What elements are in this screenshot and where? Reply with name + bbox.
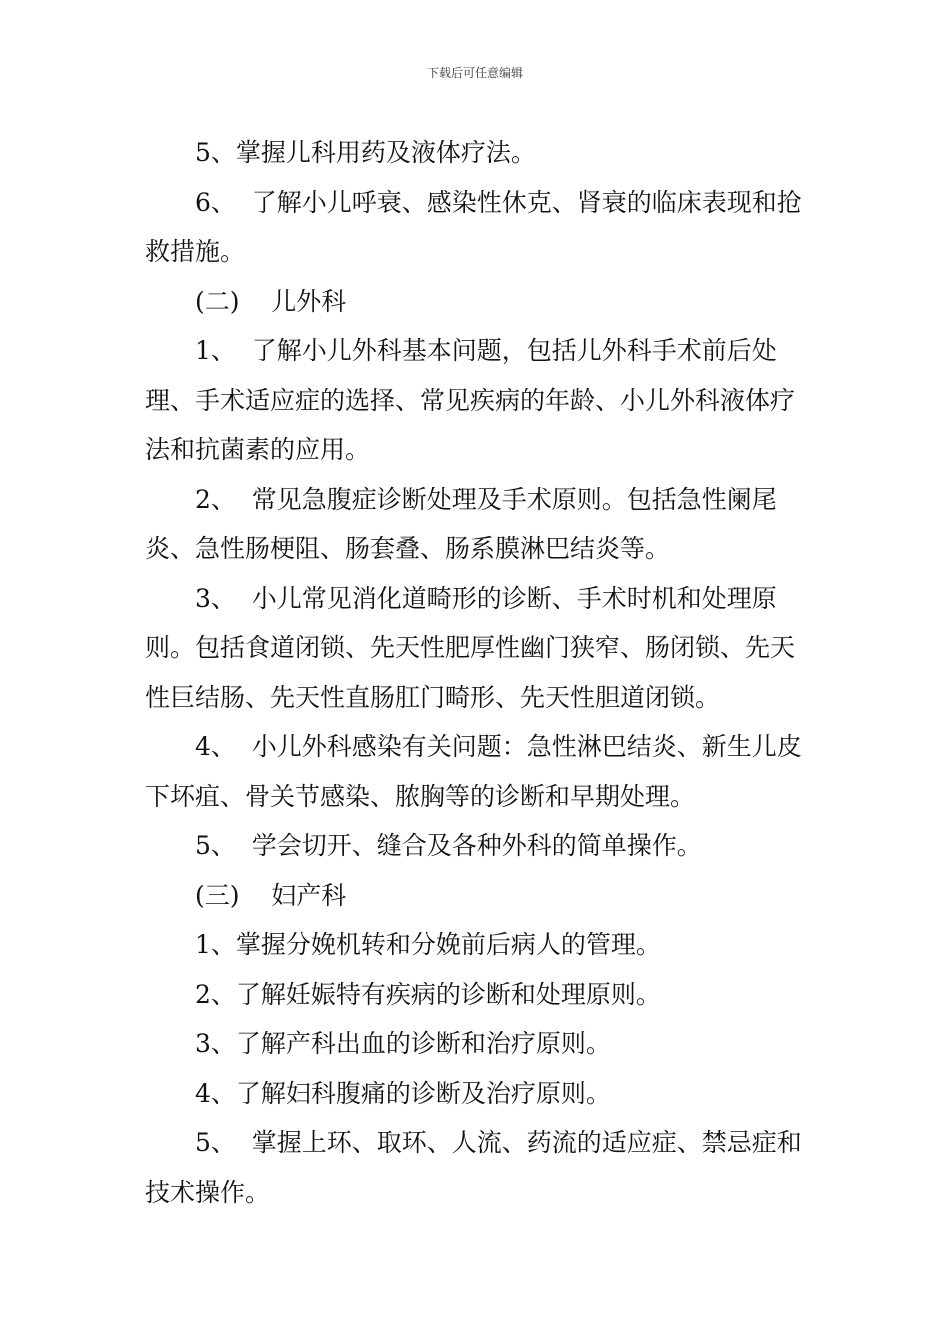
- section-heading: (三) 妇产科: [195, 880, 347, 910]
- document-body: [145, 128, 810, 1217]
- paragraph: 2、 常见急腹症诊断处理及手术原则。包括急性阑尾炎、急性肠梗阻、肠套叠、肠系膜淋巴结炎等。: [145, 484, 777, 563]
- paragraph: 5、 掌握上环、取环、人流、药流的适应症、禁忌症和技术操作。: [145, 1128, 802, 1207]
- paragraph: 3、 小儿常见消化道畸形的诊断、手术时机和处理原则。包括食道闭锁、先天性肥厚性幽门狭窄、肠闭锁、先天性巨结肠、先天性直肠肛门畸形、先天性胆道闭锁。: [145, 583, 796, 712]
- paragraph: 1、 了解小儿外科基本问题，包括儿外科手术前后处理、手术适应症的选择、常见疾病的年龄、小儿外科液体疗法和抗菌素的应用。: [145, 336, 796, 464]
- paragraph: 5、掌握儿科用药及液体疗法。: [195, 138, 536, 167]
- paragraph: 4、 小儿外科感染有关问题：急性淋巴结炎、新生儿皮下坏疽、骨关节感染、脓胸等的诊断和早期处理。: [145, 732, 802, 811]
- paragraph: 4、了解妇科腹痛的诊断及治疗原则。: [195, 1078, 611, 1108]
- paragraph: 5、 学会切开、缝合及各种外科的简单操作。: [195, 831, 702, 860]
- paragraph: 6、 了解小儿呼衰、感染性休克、肾衰的临床表现和抢救措施。: [145, 187, 802, 266]
- section-heading: (二) 儿外科: [195, 286, 347, 316]
- page-header: 下载后可任意编辑: [426, 66, 523, 80]
- paragraph: 1、掌握分娩机转和分娩前后病人的管理。: [195, 930, 661, 959]
- paragraph: 3、了解产科出血的诊断和治疗原则。: [195, 1029, 611, 1058]
- paragraph: 2、了解妊娠特有疾病的诊断和处理原则。: [195, 979, 661, 1009]
